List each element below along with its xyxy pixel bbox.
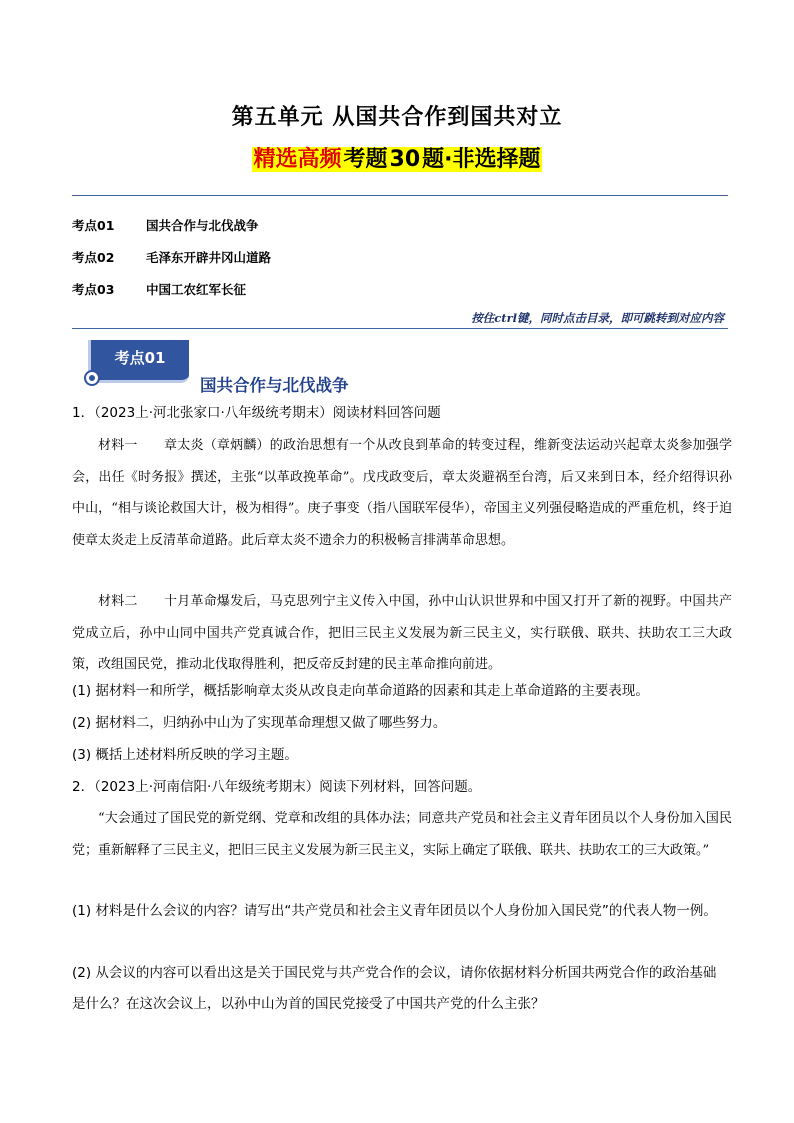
toc-label: 毛泽东开辟井冈山道路 [146,250,272,265]
section-badge [80,340,188,384]
toc-item-2[interactable] [72,248,271,266]
subtitle-text-2: 题·非选择题 [422,147,541,172]
toc-item-1[interactable] [72,216,259,234]
header-divider [72,195,728,196]
toc-key: 考点03 [72,282,115,297]
q1-stem: 1．（2023上·河北张家口·八年级统考期末）阅读材料回答问题 [72,405,441,421]
page-title: 第五单元 从国共合作到国共对立 [231,105,563,130]
q1-sub-3: (3) 概括上述材料所反映的学习主题。 [72,747,298,763]
q2-material: “大会通过了国民党的新党纲、党章和改组的具体办法；同意共产党员和社会主义青年团员以个人身份加入国民党；重新解释了三民主义，把旧三民主义发展为新三民主义，实际上确定了联俄、联共、扶助农工的三大政策。” [72,811,732,858]
q2-sub-1: (1) 材料是什么会议的内容？请写出“共产党员和社会主义青年团员以个人身份加入国民党”的代表人物一例。 [72,903,717,919]
subtitle-highlight: 精选高频 [253,147,342,172]
subtitle-count: 30 [389,147,421,172]
section-title: 国共合作与北伐战争 [200,376,349,395]
toc-label: 中国工农红军长征 [146,282,247,297]
toc-label: 国共合作与北伐战争 [146,218,259,233]
navigation-tip: 按住ctrl键，同时点击目录，即可跳转到对应内容 [471,311,724,325]
badge-dot-icon [84,370,100,386]
q1-sub-1: (1) 据材料一和所学，概括影响章太炎从改良走向革命道路的因素和其走上革命道路的主要表现。 [72,683,649,699]
toc-key: 考点02 [72,250,115,265]
q2-sub-2: (2) 从会议的内容可以看出这是关于国民党与共产党合作的会议，请你依据材料分析国共两党合作的政治基础是什么？在这次会议上，以孙中山为首的国民党接受了中国共产党的什么主张？ [72,965,717,1012]
toc-divider [72,328,728,329]
section-badge-label: 考点01 [88,340,189,383]
page-subtitle [0,142,794,173]
q2-stem: 2．（2023上·河南信阳·八年级统考期末）阅读下列材料，回答问题。 [72,779,482,795]
q1-material-1: 材料一 章太炎（章炳麟）的政治思想有一个从改良到革命的转变过程，维新变法运动兴起章太炎参加强学会，出任《时务报》撰述，主张“以革政挽革命”。戊戌政变后，章太炎避祸至台湾，后又来到日本，经介绍得识孙中山，“相与谈论救国大计，极为相得”。庚子事变（指八国联军侵华），帝国主义列强侵略造成的严重危机，终于迫使章太炎走上反清革命道路。此后章太炎不遗余力的积极畅言排满革命思想。 [72,438,732,548]
q1-material-2: 材料二 十月革命爆发后，马克思列宁主义传入中国，孙中山认识世界和中国又打开了新的视野。中国共产党成立后，孙中山同中国共产党真诚合作，把旧三民主义发展为新三民主义，实行联俄、联共、扶助农工三大政策，改组国民党，推动北伐取得胜利，把反帝反封建的民主革命推向前进。 [72,594,732,672]
subtitle-text-1: 考题 [343,147,388,172]
toc-item-3[interactable] [72,280,246,298]
q1-sub-2: (2) 据材料二，归纳孙中山为了实现革命理想又做了哪些努力。 [72,715,447,731]
toc-key: 考点01 [72,218,115,233]
